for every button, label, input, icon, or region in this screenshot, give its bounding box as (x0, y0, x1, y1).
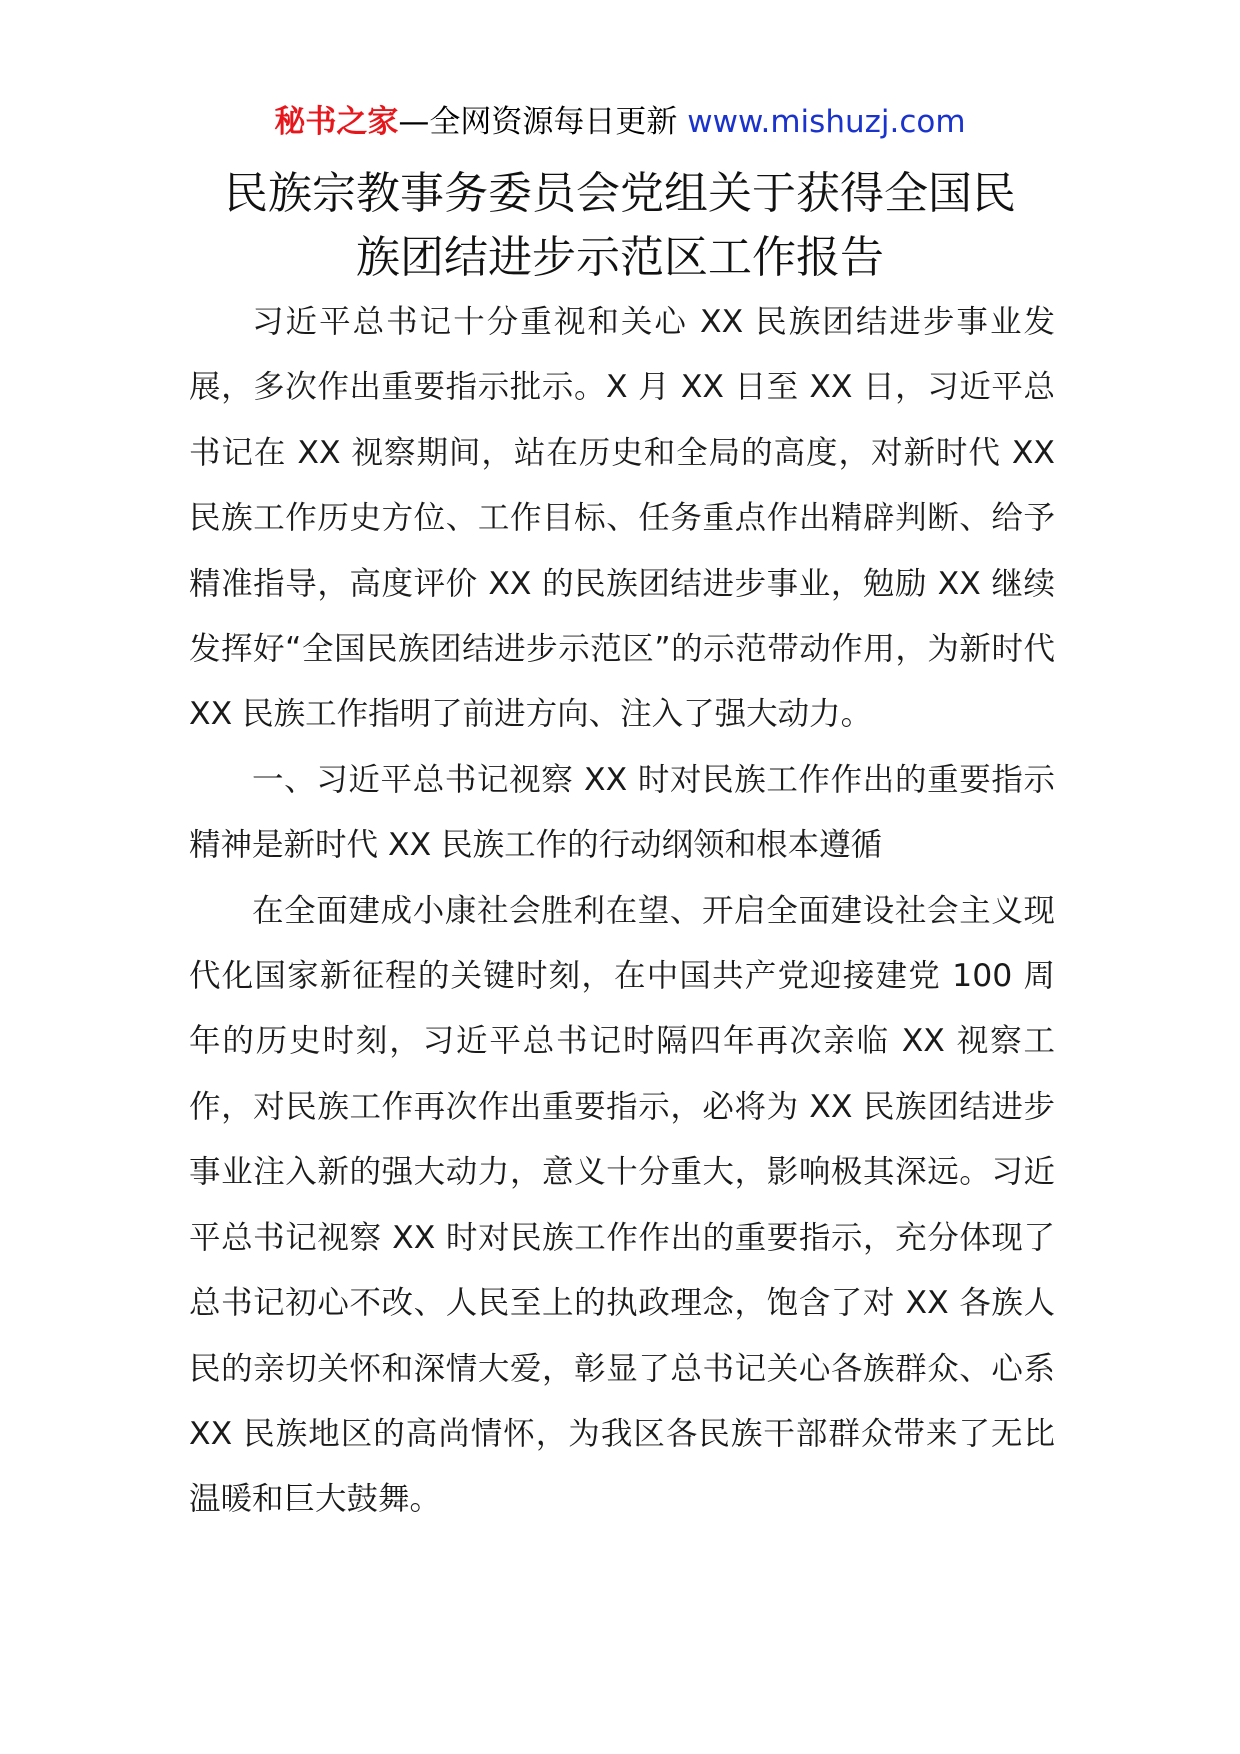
title-line-2: 族团结进步示范区工作报告 (356, 232, 884, 283)
document-title (190, 162, 1050, 290)
paragraph-section-1: 在全面建成小康社会胜利在望、开启全面建设社会主义现代化国家新征程的关键时刻，在中国共产党迎接建党 100 周年的历史时刻，习近平总书记时隔四年再次亲临 XX 视察工作，对民族工作再次作出重要指示，必将为 XX 民族团结进步事业注入新的强大动力，意义十分重大，影响极其深远。习近平总书记视察 XX 时对民族工作作出的重要指示，充分体现了总书记初心不改、人民至上的执政理念，饱含了对 XX 各族人民的亲切关怀和深情大爱，彰显了总书记关心各族群众、心系 XX 民族地区的高尚情怀，为我区各民族干部群众带来了无比温暖和巨大鼓舞。 (189, 892, 1055, 1518)
brand-name: 秘书之家 (274, 104, 399, 140)
document-body (189, 290, 1055, 1533)
title-line-1: 民族宗教事务委员会党组关于获得全国民 (224, 168, 1016, 219)
paragraph-intro: 习近平总书记十分重视和关心 XX 民族团结进步事业发展，多次作出重要指示批示。X 月 XX 日至 XX 日，习近平总书记在 XX 视察期间，站在历史和全局的高度，对新时代 XX 民族工作历史方位、工作目标、任务重点作出精辟判断、给予精准指导，高度评价 XX 的民族团结进步事业，勉励 XX 继续发挥好“全国民族团结进步示范区”的示范带动作用，为新时代 XX 民族工作指明了前进方向、注入了强大动力。 (189, 304, 1055, 733)
site-url-link[interactable]: www.mishuzj.com (687, 104, 966, 140)
site-header (0, 100, 1240, 144)
header-tagline: —全网资源每日更新 (398, 104, 688, 140)
section-heading-1: 一、习近平总书记视察 XX 时对民族工作作出的重要指示精神是新时代 XX 民族工作的行动纲领和根本遵循 (189, 761, 1055, 864)
